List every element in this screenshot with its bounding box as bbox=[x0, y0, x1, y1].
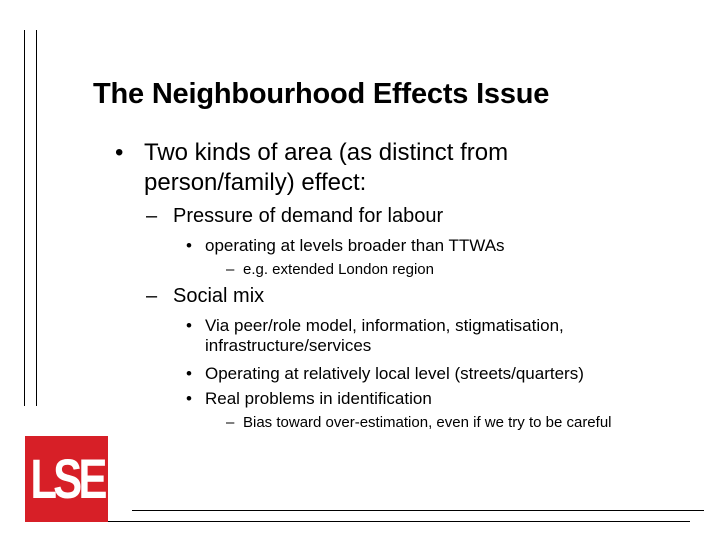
subsubbullet-text: Operating at relatively local level (streets/quarters) bbox=[205, 364, 584, 383]
detail-text: Bias toward over-estimation, even if we try to be careful bbox=[243, 414, 612, 431]
subbullet-text: Social mix bbox=[173, 285, 265, 307]
left-border-line-outer bbox=[24, 30, 25, 406]
subsubbullet-text: operating at levels broader than TTWAs bbox=[205, 236, 505, 255]
bullet-icon: • bbox=[186, 364, 192, 383]
dash-icon: – bbox=[226, 414, 235, 431]
subsubbullet-text-line1: Via peer/role model, information, stigmatisation, bbox=[205, 316, 564, 335]
bullet-icon: • bbox=[186, 236, 192, 255]
dash-icon: – bbox=[146, 285, 158, 307]
bullet-text-line2: person/family) effect: bbox=[144, 169, 367, 196]
left-border-line-inner bbox=[36, 30, 37, 406]
footer-line-lower bbox=[108, 521, 690, 522]
subbullet-text: Pressure of demand for labour bbox=[173, 205, 444, 227]
footer-line-upper bbox=[132, 510, 704, 511]
dash-icon: – bbox=[146, 205, 158, 227]
detail-text: e.g. extended London region bbox=[243, 261, 434, 278]
bullet-icon: • bbox=[186, 316, 192, 335]
bullet-icon: • bbox=[115, 139, 124, 166]
bullet-icon: • bbox=[186, 389, 192, 408]
dash-icon: – bbox=[226, 261, 235, 278]
bullet-text-line1: Two kinds of area (as distinct from bbox=[144, 139, 509, 166]
subsubbullet-text-line2: infrastructure/services bbox=[205, 336, 372, 355]
lse-logo-text: LSE bbox=[29, 447, 104, 510]
lse-logo bbox=[25, 436, 108, 522]
subsubbullet-text: Real problems in identification bbox=[205, 389, 432, 408]
slide-title: The Neighbourhood Effects Issue bbox=[93, 78, 550, 110]
